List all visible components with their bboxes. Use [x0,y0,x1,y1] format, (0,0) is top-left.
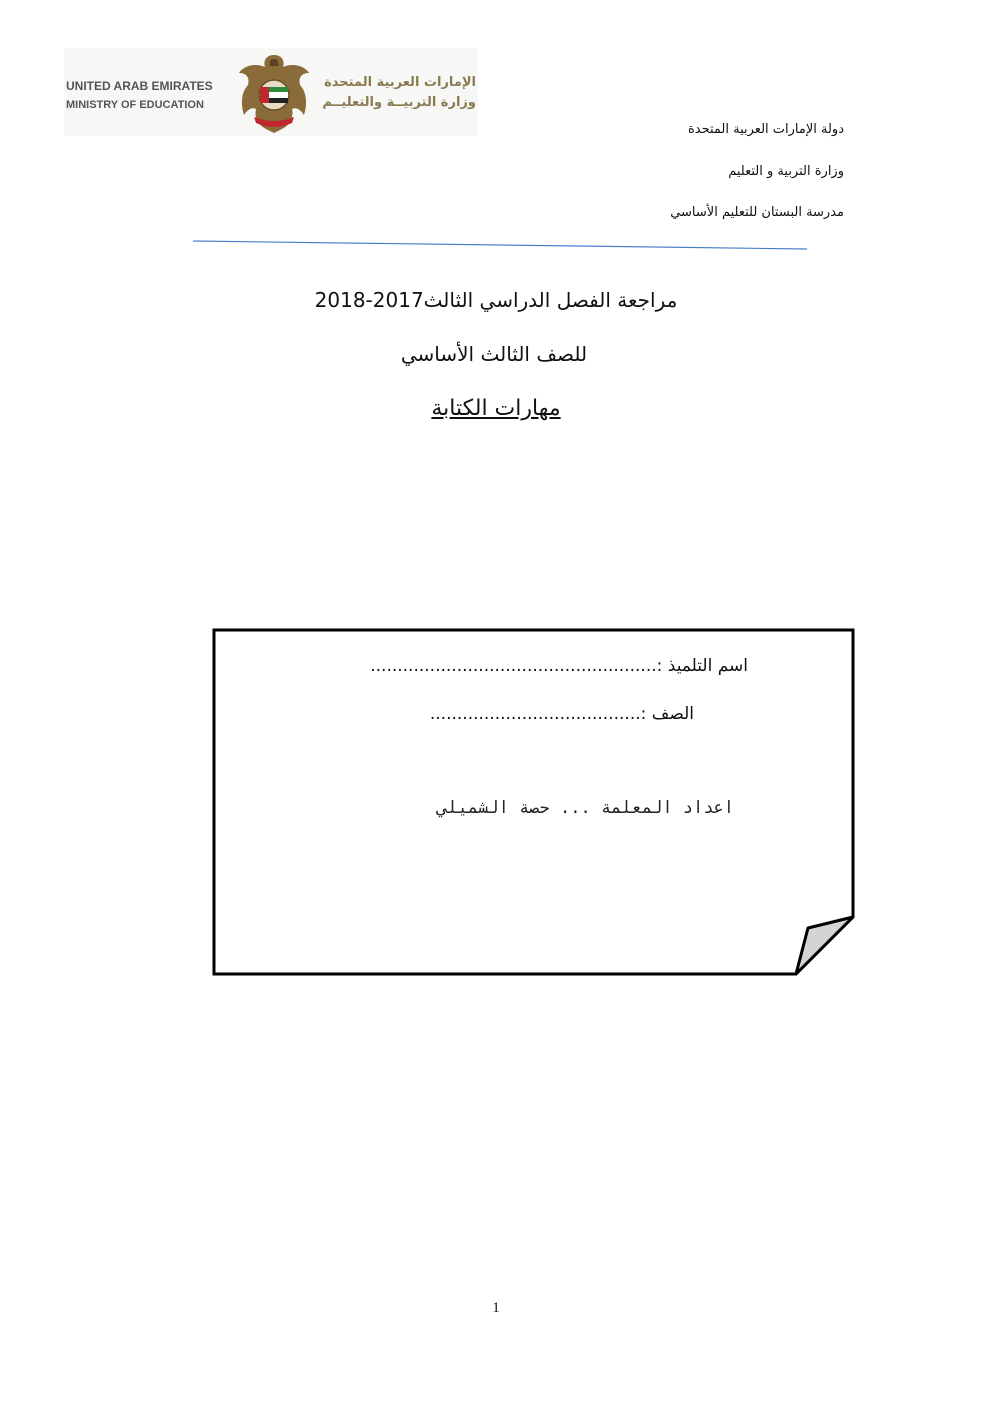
logo-english-line2: MINISTRY OF EDUCATION [66,99,204,111]
student-name-field: اسم التلميذ :..................................................... [370,656,748,676]
logo-english-line1: UNITED ARAB EMIRATES [66,79,213,93]
grade-title: للصف الثالث الأساسي [400,342,588,366]
ministry-logo [64,48,478,136]
header-divider [193,238,809,252]
subject-title: مهارات الكتابة [431,396,561,421]
prepared-by-text: اعداد المعلمة ... حصة الشميلي [437,798,734,818]
class-field: الصف :....................................... [429,704,694,724]
review-title: مراجعة الفصل الدراسي الثالث2017-2018 [314,288,678,312]
header-ministry: وزارة التربية و التعليم [728,164,844,179]
logo-arabic-line2: وزارة التربيــة والتعليــم [322,95,476,110]
header-country: دولة الإمارات العربية المتحدة [687,122,844,137]
page-number: 1 [492,1300,500,1316]
header-school: مدرسة البستان للتعليم الأساسي [670,205,844,220]
logo-arabic-line1: الإمارات العربية المتحدة [324,75,476,90]
falcon-emblem-icon [236,51,312,135]
